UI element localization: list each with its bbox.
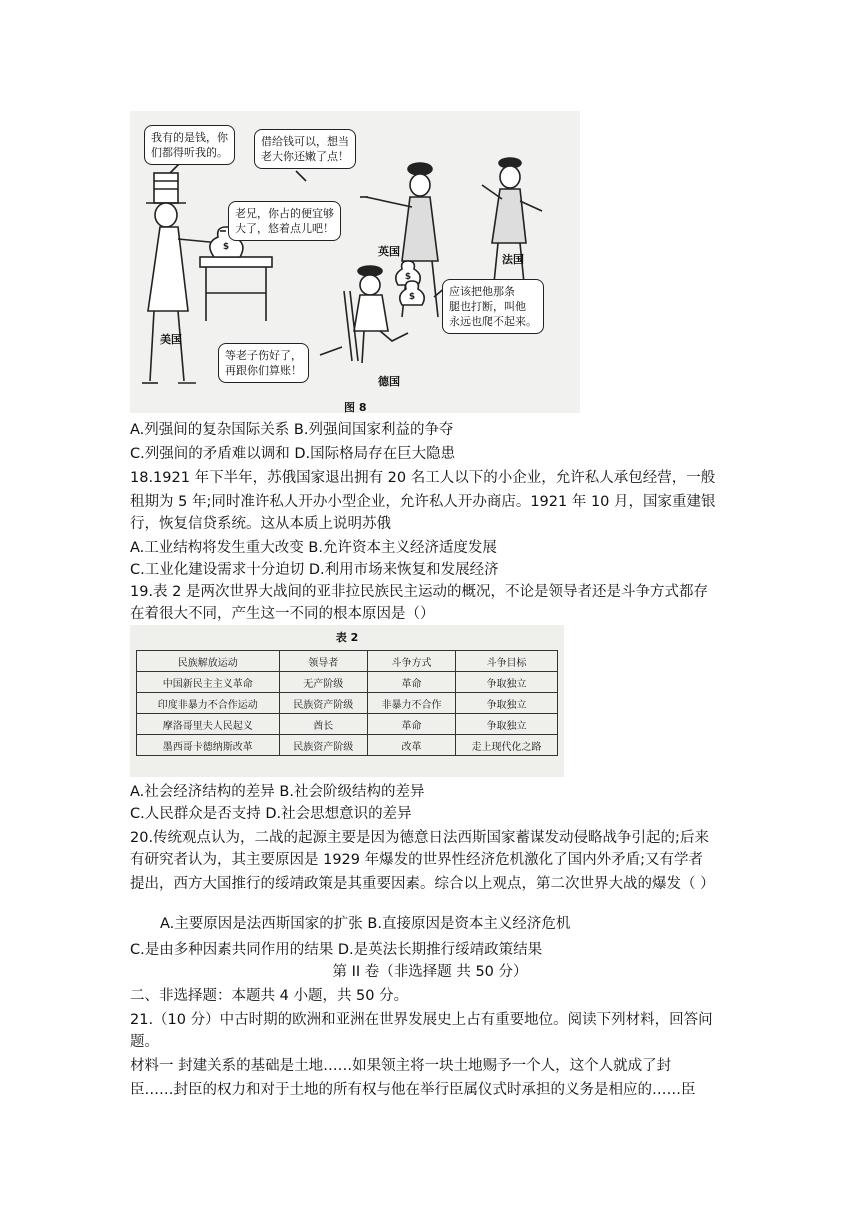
table-cell: 革命 (367, 672, 455, 693)
bubble-to-uk: 老兄，你占的便宜够 大了，悠着点儿吧！ (228, 201, 341, 241)
table-header-cell: 斗争目标 (456, 651, 558, 672)
label-germany: 德国 (378, 375, 400, 388)
table-cell: 非暴力不合作 (367, 693, 455, 714)
label-uk: 英国 (378, 245, 400, 258)
q20-options-2: C.是由多种因素共同作用的结果 D.是英法长期推行绥靖政策结果 (130, 942, 543, 958)
table-cell: 争取独立 (456, 672, 558, 693)
table-cell: 酋长 (279, 714, 367, 735)
bubble-france: 应该把他那条 腿也打断，叫他 永远也爬不起来。 (442, 279, 544, 334)
q19-options-1: A.社会经济结构的差异 B.社会阶级结构的差异 (130, 784, 425, 800)
table-cell: 中国新民主主义革命 (137, 672, 280, 693)
q18-stem-2: 租期为 5 年;同时准许私人开办小型企业，允许私人开办商店。1921 年 10 月，国家重建银 (130, 494, 716, 510)
q20-options-1: A.主要原因是法西斯国家的扩张 B.直接原因是资本主义经济危机 (160, 916, 571, 932)
table-header-cell: 斗争方式 (367, 651, 455, 672)
label-france: 法国 (502, 253, 524, 266)
table-cell: 民族资产阶级 (279, 735, 367, 756)
q18-options-1: A.工业结构将发生重大改变 B.允许资本主义经济适度发展 (130, 540, 497, 556)
table-row (137, 693, 558, 714)
figure-caption: 图 8 (344, 401, 367, 413)
table-cell: 印度非暴力不合作运动 (137, 693, 280, 714)
table-cell: 争取独立 (456, 693, 558, 714)
q21-stem-2: 题。 (130, 1034, 159, 1050)
q18-stem-1: 18.1921 年下半年，苏俄国家退出拥有 20 名工人以下的小企业，允许私人承包经营，一般 (130, 470, 716, 486)
table-header-row (137, 651, 558, 672)
table-cell: 革命 (367, 714, 455, 735)
table-cell: 墨西哥卡德纳斯改革 (137, 735, 280, 756)
label-usa: 美国 (160, 333, 182, 346)
q17-options-2: C.列强间的矛盾难以调和 D.国际格局存在巨大隐患 (130, 446, 456, 462)
uncle-sam-hat-icon (154, 173, 178, 203)
table-2 (130, 625, 564, 777)
q20-stem-2: 有研究者认为，其主要原因是 1929 年爆发的世界性经济危机激化了国内外矛盾;又有学者 (130, 852, 704, 868)
table-cell: 摩洛哥里夫人民起义 (137, 714, 280, 735)
table-header-cell: 领导者 (279, 651, 367, 672)
table-row (137, 735, 558, 756)
table-2-grid (136, 650, 558, 756)
q19-options-2: C.人民群众是否支持 D.社会思想意识的差异 (130, 806, 412, 822)
bubble-uk: 借给钱可以，想当 老大你还嫩了点！ (254, 129, 356, 169)
q21-material-1: 材料一 封建关系的基础是土地……如果领主将一块土地赐予一个人，这个人就成了封 (130, 1058, 672, 1074)
q17-options-1: A.列强间的复杂国际关系 B.列强间国家利益的争夺 (130, 422, 454, 438)
table-row (137, 714, 558, 735)
table-cell: 无产阶级 (279, 672, 367, 693)
part2-section: 二、非选择题：本题共 4 小题，共 50 分。 (130, 988, 409, 1004)
money-bag-symbol-germany-2: $ (408, 292, 416, 302)
q18-options-2: C.工业化建设需求十分迫切 D.利用市场来恢复和发展经济 (130, 562, 499, 578)
table-title: 表 2 (335, 631, 359, 644)
q18-stem-3: 行，恢复信贷系统。这从本质上说明苏俄 (130, 516, 391, 532)
bubble-usa: 我有的是钱，你 们都得听我的。 (144, 125, 235, 165)
table-header-cell: 民族解放运动 (137, 651, 280, 672)
table-row (137, 672, 558, 693)
q19-stem-1: 19.表 2 是两次世界大战间的亚非拉民族民主运动的概况，不论是领导者还是斗争方式都存 (130, 584, 708, 600)
figure-8-cartoon (130, 111, 580, 413)
q20-stem-1: 20.传统观点认为，二战的起源主要是因为德意日法西斯国家蓄谋发动侵略战争引起的;后来 (130, 830, 709, 846)
q19-stem-2: 在着很大不同，产生这一不同的根本原因是（） (130, 606, 435, 622)
money-bag-symbol-germany-1: $ (404, 272, 412, 282)
part2-title: 第 II 卷（非选择题 共 50 分） (332, 964, 528, 980)
table-cell: 改革 (367, 735, 455, 756)
table-cell: 争取独立 (456, 714, 558, 735)
q20-stem-3: 提出，西方大国推行的绥靖政策是其重要因素。综合以上观点，第二次世界大战的爆发（ ） (130, 876, 715, 892)
q21-stem-1: 21.（10 分）中古时期的欧洲和亚洲在世界发展史上占有重要地位。阅读下列材料，回答问 (130, 1012, 713, 1028)
bubble-germany: 等老子伤好了， 再跟你们算账！ (218, 343, 309, 383)
table-cell: 走上现代化之路 (456, 735, 558, 756)
table-cell: 民族资产阶级 (279, 693, 367, 714)
money-bag-symbol-usa: $ (222, 242, 230, 252)
q21-material-2: 臣……封臣的权力和对于土地的所有权与他在举行臣属仪式时承担的义务是相应的……臣 (130, 1082, 696, 1098)
